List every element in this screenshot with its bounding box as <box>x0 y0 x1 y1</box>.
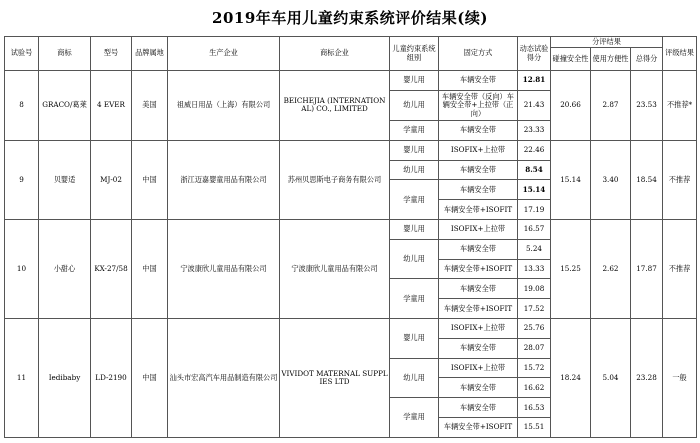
cell-group: 婴儿用 <box>390 71 439 91</box>
cell-dynamic-score: 15.72 <box>518 358 551 378</box>
cell-group: 婴儿用 <box>390 140 439 160</box>
header-dynamic-score: 动态试验得分 <box>518 37 551 71</box>
cell-fixing: 车辆安全带（反向）车辆安全带+上拉带（正向） <box>439 90 518 120</box>
header-model: 型号 <box>91 37 132 71</box>
cell-fixing: 车辆安全带+ISOFIT <box>439 200 518 220</box>
cell-fixing: 车辆安全带 <box>439 398 518 418</box>
cell-total: 18.54 <box>631 140 663 219</box>
cell-fixing: 车辆安全带+ISOFIT <box>439 299 518 319</box>
cell-group: 婴儿用 <box>390 319 439 359</box>
cell-dynamic-score: 16.53 <box>518 398 551 418</box>
cell-dynamic-score: 8.54 <box>518 160 551 180</box>
cell-brand: 小甜心 <box>39 220 91 319</box>
cell-dynamic-score: 16.57 <box>518 220 551 240</box>
cell-level: 不推荐 <box>663 220 697 319</box>
header-brand: 商标 <box>39 37 91 71</box>
cell-fixing: 车辆安全带 <box>439 180 518 200</box>
cell-fixing: 车辆安全带 <box>439 239 518 259</box>
cell-collision: 20.66 <box>551 71 591 141</box>
header-total: 总得分 <box>631 48 663 71</box>
cell-model: MJ-02 <box>91 140 132 219</box>
cell-fixing: 车辆安全带+ISOFIT <box>439 418 518 438</box>
header-test-no: 试验号 <box>5 37 39 71</box>
header-level: 评级结果 <box>663 37 697 71</box>
cell-dynamic-score: 17.19 <box>518 200 551 220</box>
cell-manufacturer: 宁波康欣儿童用品有限公司 <box>168 220 280 319</box>
cell-trademark-company: BEICHEJIA (INTERNATIONAL) CO., LIMITED <box>280 71 390 141</box>
cell-usability: 2.62 <box>591 220 631 319</box>
cell-usability: 3.40 <box>591 140 631 219</box>
cell-fixing: 车辆安全带 <box>439 121 518 141</box>
cell-dynamic-score: 13.33 <box>518 259 551 279</box>
cell-manufacturer: 祖威日用品（上海）有限公司 <box>168 71 280 141</box>
cell-brand: Iedibaby <box>39 319 91 438</box>
cell-level: 一般 <box>663 319 697 438</box>
cell-dynamic-score: 19.08 <box>518 279 551 299</box>
cell-collision: 15.14 <box>551 140 591 219</box>
header-manufacturer: 生产企业 <box>168 37 280 71</box>
cell-fixing: 车辆安全带 <box>439 160 518 180</box>
cell-origin: 美国 <box>132 71 168 141</box>
header-group: 儿童约束系统组别 <box>390 37 439 71</box>
cell-trademark-company: 宁波康欣儿童用品有限公司 <box>280 220 390 319</box>
cell-origin: 中国 <box>132 220 168 319</box>
cell-trademark-company: 苏州贝思斯电子商务有限公司 <box>280 140 390 219</box>
cell-dynamic-score: 16.62 <box>518 378 551 398</box>
cell-brand: GRACO/葛莱 <box>39 71 91 141</box>
cell-level: 不推荐 <box>663 140 697 219</box>
cell-fixing: 车辆安全带 <box>439 338 518 358</box>
cell-level: 不推荐* <box>663 71 697 141</box>
header-score-result: 分评结果 <box>551 37 663 48</box>
cell-test-no: 8 <box>5 71 39 141</box>
cell-fixing: 车辆安全带 <box>439 71 518 91</box>
cell-model: LD-2190 <box>91 319 132 438</box>
cell-dynamic-score: 12.81 <box>518 71 551 91</box>
table-row <box>5 220 697 240</box>
cell-group: 婴儿用 <box>390 220 439 240</box>
table-row <box>5 71 697 91</box>
results-body <box>5 71 697 438</box>
cell-group: 学童用 <box>390 279 439 319</box>
cell-dynamic-score: 15.14 <box>518 180 551 200</box>
cell-group: 幼儿用 <box>390 239 439 279</box>
cell-collision: 15.25 <box>551 220 591 319</box>
header-origin: 品牌属地 <box>132 37 168 71</box>
cell-manufacturer: 汕头市宏高汽车用品制造有限公司 <box>168 319 280 438</box>
header-usability: 使用方便性 <box>591 48 631 71</box>
cell-group: 学童用 <box>390 121 439 141</box>
cell-total: 23.28 <box>631 319 663 438</box>
cell-collision: 18.24 <box>551 319 591 438</box>
cell-origin: 中国 <box>132 140 168 219</box>
cell-test-no: 11 <box>5 319 39 438</box>
cell-fixing: ISOFIX+上拉带 <box>439 358 518 378</box>
cell-dynamic-score: 23.33 <box>518 121 551 141</box>
cell-group: 学童用 <box>390 398 439 438</box>
header-trademark-company: 商标企业 <box>280 37 390 71</box>
header-collision: 碰撞安全性 <box>551 48 591 71</box>
cell-dynamic-score: 28.07 <box>518 338 551 358</box>
cell-dynamic-score: 5.24 <box>518 239 551 259</box>
cell-group: 幼儿用 <box>390 358 439 398</box>
cell-dynamic-score: 21.43 <box>518 90 551 120</box>
cell-group: 学童用 <box>390 180 439 220</box>
cell-fixing: ISOFIX+上拉带 <box>439 220 518 240</box>
cell-usability: 5.04 <box>591 319 631 438</box>
cell-dynamic-score: 22.46 <box>518 140 551 160</box>
cell-test-no: 10 <box>5 220 39 319</box>
cell-fixing: 车辆安全带+ISOFIT <box>439 259 518 279</box>
cell-test-no: 9 <box>5 140 39 219</box>
table-row <box>5 140 697 160</box>
cell-total: 17.87 <box>631 220 663 319</box>
cell-model: KX-27/58 <box>91 220 132 319</box>
cell-group: 幼儿用 <box>390 160 439 180</box>
results-table <box>4 36 697 438</box>
cell-manufacturer: 浙江迈嘉婴童用品有限公司 <box>168 140 280 219</box>
table-row <box>5 319 697 339</box>
cell-dynamic-score: 15.51 <box>518 418 551 438</box>
cell-model: 4 EVER <box>91 71 132 141</box>
cell-total: 23.53 <box>631 71 663 141</box>
cell-dynamic-score: 25.76 <box>518 319 551 339</box>
cell-fixing: 车辆安全带 <box>439 279 518 299</box>
cell-brand: 贝婴适 <box>39 140 91 219</box>
cell-group: 幼儿用 <box>390 90 439 120</box>
cell-fixing: ISOFIX+上拉带 <box>439 319 518 339</box>
cell-fixing: ISOFIX+上拉带 <box>439 140 518 160</box>
header-fixing: 固定方式 <box>439 37 518 71</box>
cell-fixing: 车辆安全带 <box>439 378 518 398</box>
cell-trademark-company: VIVIDOT MATERNAL SUPPLIES LTD <box>280 319 390 438</box>
cell-dynamic-score: 17.52 <box>518 299 551 319</box>
cell-origin: 中国 <box>132 319 168 438</box>
cell-usability: 2.87 <box>591 71 631 141</box>
page-title: 2019年车用儿童约束系统评价结果(续) <box>212 9 488 27</box>
